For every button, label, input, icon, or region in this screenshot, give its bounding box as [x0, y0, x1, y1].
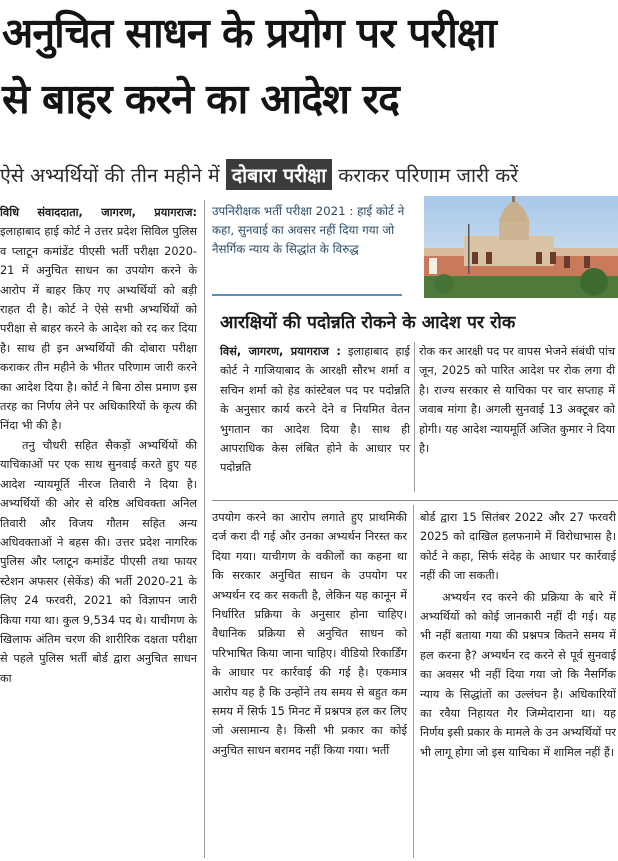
col1-paragraph-2: तनु चौधरी सहित सैकड़ों अभ्यर्थियों की याचिकाओं पर एक साथ सुनवाई करते हुए यह आदेश न्यायमूर्ति नीरज तिवारी ने दिया है। अभ्यर्थियों की ओर से वरिष्ठ अधिवक्ता अनिल तिवारी और विजय गौतम सहित अन्य अधिवक्ताओं ने बहस की। उत्तर प्रदेश नागरिक पुलिस और प्लाटून कमांडेंट पीएसी तथा फायर स्टेशन अफसर (सेकेंड) की भर्ती 2020-21 के लिए 24 फरवरी, 2021 को विज्ञापन जारी किया गया था। कुल 9,534 पद थे। याचीगण के खिलाफ अंतिम चरण की शारीरिक दक्षता परीक्षा से पहले पुलिस भर्ती बोर्ड द्वारा अनुचित साधन का	[0, 438, 197, 685]
subhead-after: कराकर परिणाम जारी करें	[338, 163, 519, 187]
sidebar-bottom-rule	[212, 500, 618, 501]
sidebar-byline: विसं, जागरण, प्रयागराज :	[220, 345, 341, 358]
headline-line-1: अनुचित साधन के प्रयोग पर परीक्षा	[2, 9, 496, 57]
sidebar-left-text: इलाहाबाद हाई कोर्ट ने गाजियाबाद के आरक्षी सौरभ शर्मा व सचिन शर्मा को हेड कांस्टेबल पद पर पदोन्नति के अनुसार कार्य करने देने व नियमित वेतन भुगतान का आदेश दिया है। साथ ही आपराधिक केस लंबित होने के आधार पर पदोन्नति	[220, 345, 410, 475]
subhead-highlight: दोबारा परीक्षा	[226, 159, 333, 190]
sidebar-divider	[414, 342, 415, 492]
byline: विधि संवाददाता, जागरण, प्रयागराज:	[0, 206, 197, 219]
article-column-1	[0, 203, 197, 858]
court-building-photo	[424, 196, 618, 298]
pull-quote: उपनिरीक्षक भर्ती परीक्षा 2021 : हाई कोर्ट ने कहा, सुनवाई का अवसर नहीं दिया गया जो नैसर्गिक न्याय के सिद्धांत के विरुद्ध	[212, 204, 405, 256]
sidebar-story-left	[220, 342, 410, 497]
column-divider-2	[413, 505, 414, 858]
subheadline	[0, 154, 618, 194]
article-column-3	[420, 508, 616, 858]
col3-paragraph-2: अभ्यर्थन रद करने की प्रक्रिया के बारे में अभ्यर्थियों को कोई जानकारी नहीं दी गई। यह भी नहीं बताया गया की प्रश्नपत्र कितने समय में हल करना है? अभ्यर्थन रद करने से पूर्व सुनवाई का अवसर भी नहीं दिया गया जो कि नैसर्गिक न्याय के सिद्धांतों का उल्लंघन है। अधिकारियों का रवैया निहायत गैर जिम्मेदाराना था। यह निर्णय इसी प्रकार के मामले के उन अभ्यर्थियों पर भी लागू होगा जो इस याचिका में शामिल नहीं हैं।	[420, 590, 616, 759]
col2-text: उपयोग करने का आरोप लगाते हुए प्राथमिकी दर्ज करा दी गई और उनका अभ्यर्थन निरस्त कर दिया गया। याचीगण के वकीलों का कहना था कि सरकार अनुचित साधन के उपयोग पर अभ्यर्थन रद कर सकती है, लेकिन यह कानून में निर्धारित प्रक्रिया के अनुसार होना चाहिए। वैधानिक प्रक्रिया से अनुचित साधन को परिभाषित किया जाना चाहिए। वीडियो रिकार्डिंग के आधार पर कार्रवाई की गई है। एकमात्र आरोप यह है कि उन्होंने तय समय से बहुत कम समय में सिर्फ 15 मिनट में प्रश्नपत्र हल कर लिए जो असामान्य है। किसी भी प्रकार का कोई अनुचित साधन बरामद नहीं किया गया। भर्ती	[212, 511, 407, 757]
headline	[2, 0, 616, 132]
column-divider	[204, 200, 205, 858]
sidebar-story-right: रोक कर आरक्षी पद पर वापस भेजने संबंधी पांच जून, 2025 को पारित आदेश पर रोक लगा दी है। राज्य सरकार से याचिका पर चार सप्ताह में जवाब मांगा है। अगली सुनवाई 13 अक्टूबर को होगी। यह आदेश न्यायमूर्ति अजित कुमार ने दिया है।	[419, 345, 615, 456]
subhead-before: ऐसे अभ्यर्थियों की तीन महीने में	[0, 163, 220, 187]
article-column-2	[212, 508, 407, 858]
headline-line-2: से बाहर करने का आदेश रद	[2, 75, 399, 123]
pull-quote-underline	[212, 294, 402, 296]
col1-paragraph-1: इलाहाबाद हाई कोर्ट ने उत्तर प्रदेश सिविल पुलिस व प्लाटून कमांडेंट पीएसी भर्ती परीक्षा 2020-21 में अनुचित साधन का उपयोग करने के आरोप में बाहर किए गए अभ्यर्थियों को बड़ी राहत दी है। कोर्ट ने ऐसे सभी अभ्यर्थियों को परीक्षा से बाहर करने के आदेश को रद कर दिया है। साथ ही इन अभ्यर्थियों की दोबारा परीक्षा कराकर तीन महीने के भीतर परिणाम जारी करने का आदेश दिया है। कोर्ट ने बिना ठोस प्रमाण इस तरह का निर्णय लेने पर अधिकारियों के कृत्य की निंदा भी की है।	[0, 225, 197, 433]
col3-paragraph-1: बोर्ड द्वारा 15 सितंबर 2022 और 27 फरवरी 2025 को दाखिल हलफनामे में विरोधाभास है। कोर्ट ने कहा, सिर्फ संदेह के आधार पर कार्रवाई नहीं की जा सकती।	[420, 511, 616, 583]
sidebar-story-title: आरक्षियों की पदोन्नति रोकने के आदेश पर रोक	[220, 313, 516, 333]
